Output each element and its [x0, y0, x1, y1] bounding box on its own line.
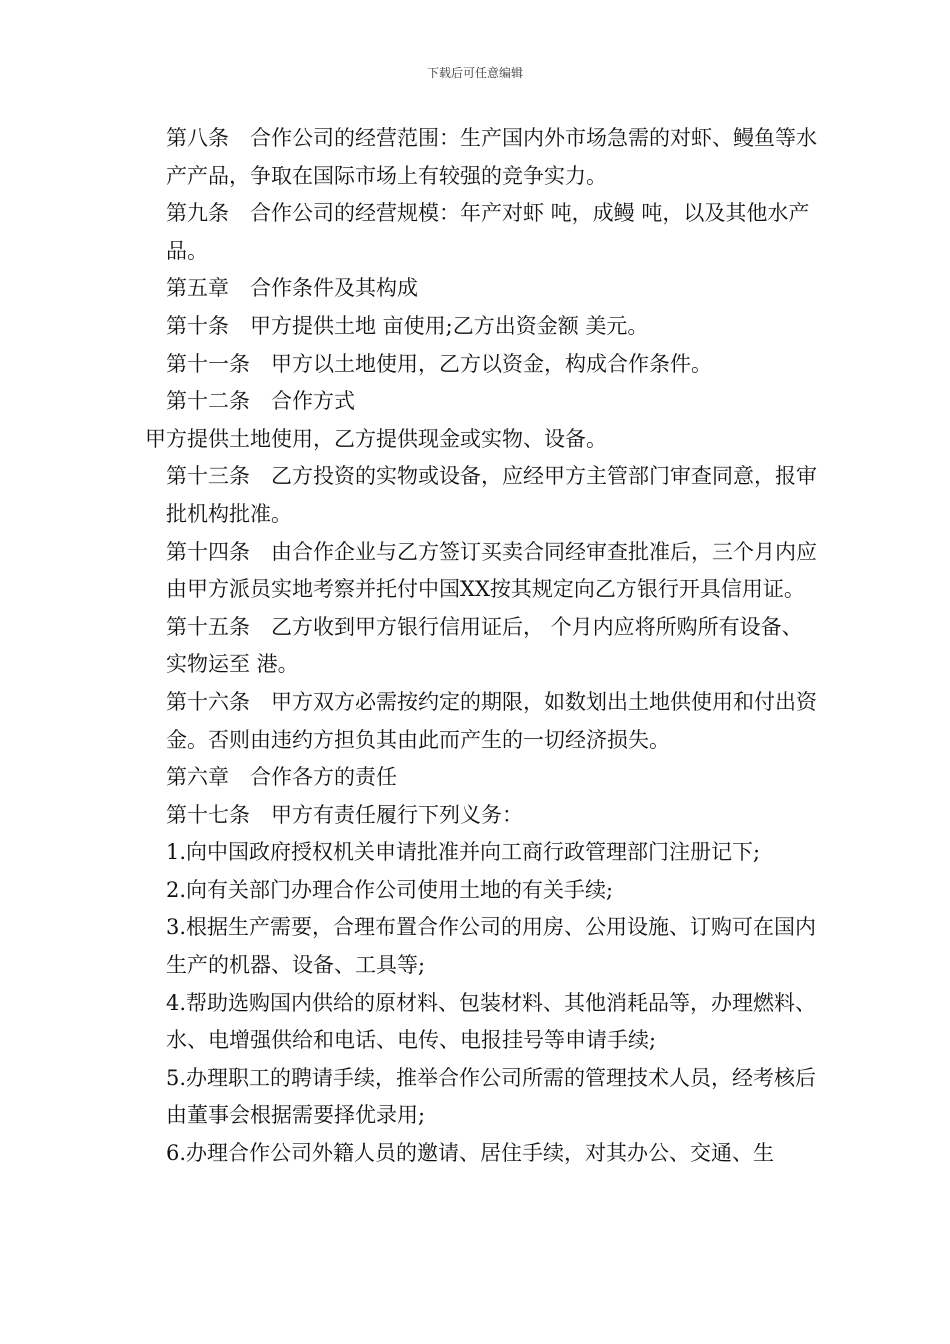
duty-item-3: 3.根据生产需要，合理布置合作公司的用房、公用设施、订购可在国内生产的机器、设备、工具等;	[166, 915, 817, 978]
article-16: 第十六条 甲方双方必需按约定的期限，如数划出土地供使用和付出资金。否则由违约方担负其由此而产生的一切经济损失。	[166, 689, 817, 752]
duty-item-2: 2.向有关部门办理合作公司使用土地的有关手续;	[166, 877, 614, 902]
duty-item-6: 6.办理合作公司外籍人员的邀请、居住手续，对其办公、交通、生	[166, 1141, 775, 1166]
article-13: 第十三条 乙方投资的实物或设备，应经甲方主管部门审查同意，报审批机构批准。	[166, 464, 817, 526]
duty-item-5: 5.办理职工的聘请手续，推举合作公司所需的管理技术人员，经考核后由董事会根据需要择优录用;	[166, 1065, 817, 1128]
article-14: 第十四条 由合作企业与乙方签订买卖合同经审查批准后，三个月内应由甲方派员实地考察并托付中国XX按其规定向乙方银行开具信用证。	[166, 539, 817, 602]
duty-item-1: 1.向中国政府授权机关申请批准并向工商行政管理部门注册记下;	[166, 840, 761, 865]
article-17: 第十七条 甲方有责任履行下列义务：	[166, 802, 523, 827]
article-10: 第十条 甲方提供土地 亩使用;乙方出资金额 美元。	[166, 313, 649, 338]
article-11: 第十一条 甲方以土地使用，乙方以资金，构成合作条件。	[166, 351, 712, 376]
article-9: 第九条 合作公司的经营规模：年产对虾 吨，成鳗 吨，以及其他水产品。	[166, 201, 810, 263]
article-12: 第十二条 合作方式	[166, 389, 355, 414]
article-12-body: 甲方提供土地使用，乙方提供现金或实物、设备。	[145, 426, 607, 451]
page-header: 下载后可任意编辑	[426, 66, 523, 80]
article-15: 第十五条 乙方收到甲方银行信用证后， 个月内应将所购所有设备、实物运至 港。	[166, 614, 803, 677]
chapter-5-heading: 第五章 合作条件及其构成	[166, 276, 418, 301]
document-body	[145, 120, 817, 1173]
duty-item-4: 4.帮助选购国内供给的原材料、包装材料、其他消耗品等，办理燃料、水、电增强供给和电话、电传、电报挂号等申请手续;	[166, 990, 817, 1053]
chapter-6-heading: 第六章 合作各方的责任	[166, 765, 397, 790]
article-8: 第八条 合作公司的经营范围：生产国内外市场急需的对虾、鳗鱼等水产产品，争取在国际市场上有较强的竞争实力。	[166, 126, 817, 188]
